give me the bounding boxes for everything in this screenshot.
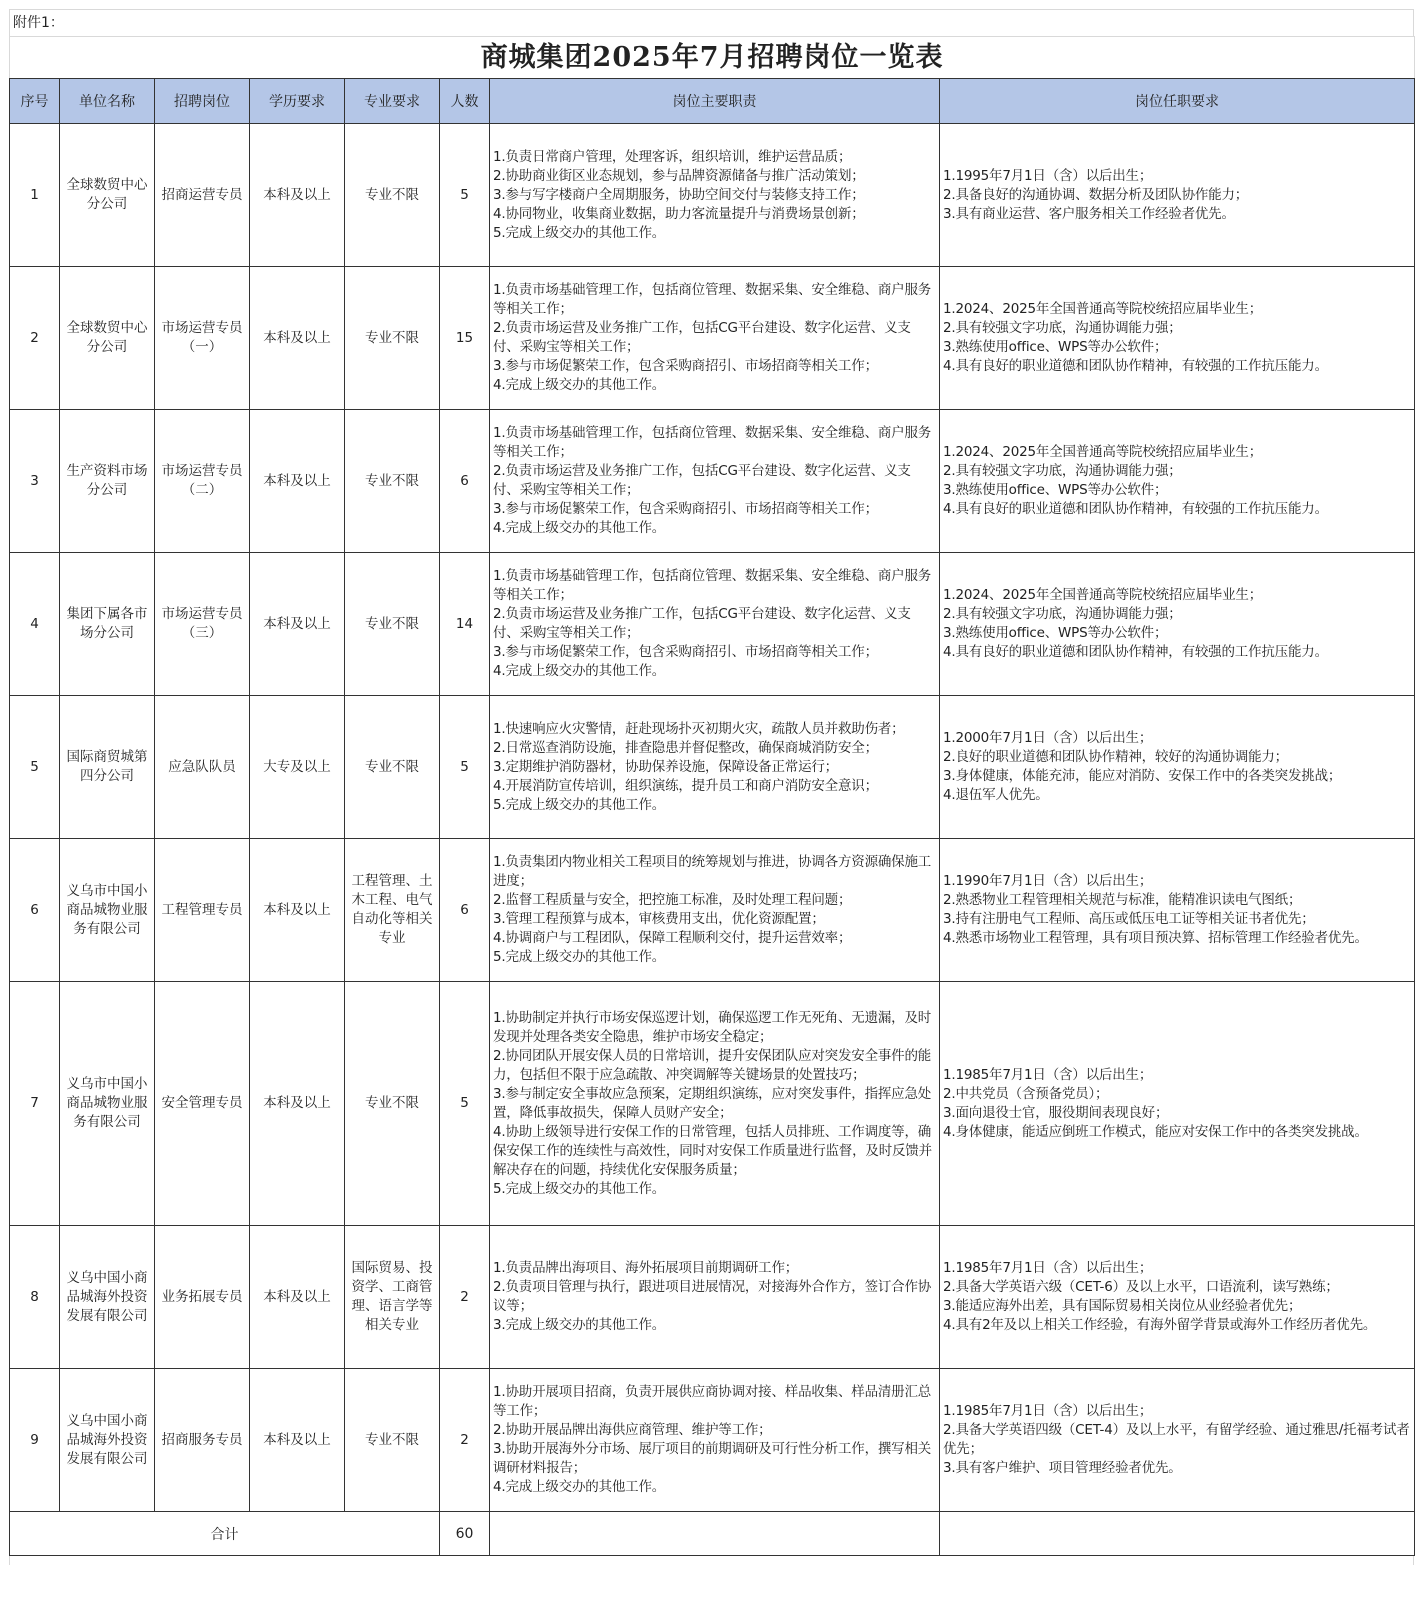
table-row bbox=[10, 410, 1415, 553]
requirements-line: 3.具有商业运营、客户服务相关工作经验者优先。 bbox=[943, 205, 1235, 222]
total-duties-empty bbox=[490, 1512, 940, 1556]
cell-education: 本科及以上 bbox=[250, 839, 345, 982]
requirements-line: 3.熟练使用office、WPS等办公软件； bbox=[943, 482, 1168, 498]
requirements-line: 2.熟悉物业工程管理相关规范与标准，能精准识读电气图纸； bbox=[943, 892, 1302, 908]
cell-requirements bbox=[940, 982, 1415, 1226]
header-duties: 岗位主要职责 bbox=[490, 79, 940, 124]
cell-duties bbox=[490, 982, 940, 1226]
cell-major: 专业不限 bbox=[345, 1369, 440, 1512]
requirements-line: 1.1985年7月1日（含）以后出生； bbox=[943, 1403, 1153, 1419]
cell-count: 5 bbox=[440, 124, 490, 267]
duties-line: 2.协同团队开展安保人员的日常培训，提升安保团队应对突发安全事件的能力，包括但不限于应急疏散、冲突调解等关键场景的处置技巧； bbox=[493, 1047, 932, 1083]
requirements-line: 2.中共党员（含预备党员）； bbox=[943, 1085, 1109, 1102]
header-no: 序号 bbox=[10, 79, 60, 124]
duties-line: 5.完成上级交办的其他工作。 bbox=[493, 224, 666, 241]
table-row bbox=[10, 267, 1415, 410]
cell-no: 3 bbox=[10, 410, 60, 553]
requirements-line: 4.具有良好的职业道德和团队协作精神，有较强的工作抗压能力。 bbox=[943, 358, 1328, 374]
cell-no: 8 bbox=[10, 1226, 60, 1369]
duties-line: 1.协助开展项目招商，负责开展供应商协调对接、样品收集、样品清册汇总等工作； bbox=[493, 1384, 932, 1419]
duties-line: 2.负责项目管理与执行，跟进项目进展情况，对接海外合作方，签订合作协议等； bbox=[493, 1279, 932, 1314]
duties-line: 4.完成上级交办的其他工作。 bbox=[493, 377, 666, 393]
cell-education: 本科及以上 bbox=[250, 267, 345, 410]
cell-major: 国际贸易、投资学、工商管理、语言学等相关专业 bbox=[345, 1226, 440, 1369]
cell-requirements bbox=[940, 124, 1415, 267]
cell-no: 9 bbox=[10, 1369, 60, 1512]
cell-no: 1 bbox=[10, 124, 60, 267]
cell-position: 业务拓展专员 bbox=[155, 1226, 250, 1369]
requirements-line: 1.2024、2025年全国普通高等院校统招应届毕业生； bbox=[943, 301, 1262, 317]
requirements-line: 2.具有较强文字功底，沟通协调能力强； bbox=[943, 320, 1182, 336]
cell-count: 14 bbox=[440, 553, 490, 696]
requirements-line: 1.2000年7月1日（含）以后出生； bbox=[943, 730, 1153, 746]
cell-major: 专业不限 bbox=[345, 982, 440, 1226]
duties-line: 3.协助开展海外分市场、展厅项目的前期调研及可行性分析工作，撰写相关调研材料报告； bbox=[493, 1441, 932, 1476]
header-position: 招聘岗位 bbox=[155, 79, 250, 124]
cell-requirements bbox=[940, 839, 1415, 982]
cell-position: 应急队队员 bbox=[155, 696, 250, 839]
cell-unit: 集团下属各市场分公司 bbox=[60, 553, 155, 696]
cell-duties bbox=[490, 267, 940, 410]
requirements-line: 2.具有较强文字功底，沟通协调能力强； bbox=[943, 463, 1182, 479]
cell-requirements bbox=[940, 267, 1415, 410]
page-title: 商城集团2025年7月招聘岗位一览表 bbox=[10, 37, 1415, 79]
cell-unit: 义乌中国小商品城海外投资发展有限公司 bbox=[60, 1226, 155, 1369]
cell-unit: 生产资料市场分公司 bbox=[60, 410, 155, 553]
cell-count: 2 bbox=[440, 1369, 490, 1512]
cell-education: 本科及以上 bbox=[250, 553, 345, 696]
cell-duties bbox=[490, 1369, 940, 1512]
cell-major: 工程管理、土木工程、电气自动化等相关专业 bbox=[345, 839, 440, 982]
sheet-footer bbox=[9, 1556, 1414, 1565]
requirements-line: 3.能适应海外出差，具有国际贸易相关岗位从业经验者优先； bbox=[943, 1298, 1302, 1314]
cell-count: 2 bbox=[440, 1226, 490, 1369]
cell-unit: 义乌市中国小商品城物业服务有限公司 bbox=[60, 982, 155, 1226]
duties-line: 3.参与市场促繁荣工作，包含采购商招引、市场招商等相关工作； bbox=[493, 501, 878, 517]
requirements-line: 4.具有良好的职业道德和团队协作精神，有较强的工作抗压能力。 bbox=[943, 644, 1328, 660]
requirements-line: 2.具备大学英语四级（CET-4）及以上水平，有留学经验、通过雅思/托福考试者优先； bbox=[943, 1422, 1410, 1457]
requirements-line: 1.2024、2025年全国普通高等院校统招应届毕业生； bbox=[943, 587, 1262, 603]
requirements-line: 3.熟练使用office、WPS等办公软件； bbox=[943, 625, 1168, 641]
cell-no: 7 bbox=[10, 982, 60, 1226]
duties-line: 1.负责市场基础管理工作，包括商位管理、数据采集、安全维稳、商户服务等相关工作； bbox=[493, 568, 932, 603]
duties-line: 4.协调商户与工程团队，保障工程顺利交付，提升运营效率； bbox=[493, 930, 852, 946]
duties-line: 2.负责市场运营及业务推广工作，包括CG平台建设、数字化运营、义支付、采购宝等相关工作； bbox=[493, 606, 911, 641]
duties-line: 3.参与制定安全事故应急预案，定期组织演练，应对突发事件，指挥应急处置，降低事故损失，保障人员财产安全； bbox=[493, 1085, 932, 1121]
requirements-line: 4.熟悉市场物业工程管理，具有项目预决算、招标管理工作经验者优先。 bbox=[943, 930, 1368, 946]
requirements-line: 4.退伍军人优先。 bbox=[943, 787, 1049, 803]
table-row bbox=[10, 839, 1415, 982]
duties-line: 1.负责品牌出海项目、海外拓展项目前期调研工作； bbox=[493, 1260, 799, 1276]
requirements-line: 4.具有2年及以上相关工作经验，有海外留学背景或海外工作经历者优先。 bbox=[943, 1317, 1377, 1333]
duties-line: 4.开展消防宣传培训，组织演练，提升员工和商户消防安全意识； bbox=[493, 777, 878, 794]
duties-line: 4.协助上级领导进行安保工作的日常管理，包括人员排班、工作调度等，确保安保工作的连续性与高效性，同时对安保工作质量进行监督，及时反馈并解决存在的问题，持续优化安保服务质量； bbox=[493, 1123, 932, 1178]
cell-unit: 义乌中国小商品城海外投资发展有限公司 bbox=[60, 1369, 155, 1512]
cell-position: 市场运营专员（三） bbox=[155, 553, 250, 696]
requirements-line: 2.良好的职业道德和团队协作精神，较好的沟通协调能力； bbox=[943, 749, 1288, 765]
duties-line: 3.完成上级交办的其他工作。 bbox=[493, 1317, 666, 1333]
cell-position: 工程管理专员 bbox=[155, 839, 250, 982]
table-row bbox=[10, 1226, 1415, 1369]
requirements-line: 3.面向退役士官，服役期间表现良好； bbox=[943, 1104, 1169, 1121]
requirements-line: 3.熟练使用office、WPS等办公软件； bbox=[943, 339, 1168, 355]
cell-duties bbox=[490, 839, 940, 982]
requirements-line: 3.具有客户维护、项目管理经验者优先。 bbox=[943, 1460, 1182, 1476]
header-education: 学历要求 bbox=[250, 79, 345, 124]
cell-education: 本科及以上 bbox=[250, 982, 345, 1226]
cell-major: 专业不限 bbox=[345, 267, 440, 410]
duties-line: 5.完成上级交办的其他工作。 bbox=[493, 1180, 666, 1197]
duties-line: 3.参与市场促繁荣工作，包含采购商招引、市场招商等相关工作； bbox=[493, 358, 878, 374]
duties-line: 4.完成上级交办的其他工作。 bbox=[493, 663, 666, 679]
table-row bbox=[10, 696, 1415, 839]
requirements-line: 1.1985年7月1日（含）以后出生； bbox=[943, 1066, 1153, 1083]
table-row bbox=[10, 982, 1415, 1226]
requirements-line: 1.2024、2025年全国普通高等院校统招应届毕业生； bbox=[943, 444, 1262, 460]
total-requirements-empty bbox=[940, 1512, 1415, 1556]
header-requirements: 岗位任职要求 bbox=[940, 79, 1415, 124]
cell-no: 5 bbox=[10, 696, 60, 839]
cell-no: 6 bbox=[10, 839, 60, 982]
cell-duties bbox=[490, 124, 940, 267]
total-label: 合计 bbox=[10, 1512, 440, 1556]
requirements-line: 2.具备良好的沟通协调、数据分析及团队协作能力； bbox=[943, 186, 1249, 203]
duties-line: 1.负责市场基础管理工作，包括商位管理、数据采集、安全维稳、商户服务等相关工作； bbox=[493, 425, 932, 460]
cell-no: 2 bbox=[10, 267, 60, 410]
cell-unit: 全球数贸中心分公司 bbox=[60, 267, 155, 410]
duties-line: 4.完成上级交办的其他工作。 bbox=[493, 520, 666, 536]
duties-line: 2.协助商业街区业态规划，参与品牌资源储备与推广活动策划； bbox=[493, 167, 865, 184]
total-count: 60 bbox=[440, 1512, 490, 1556]
duties-line: 3.定期维护消防器材，协助保养设施，保障设备正常运行； bbox=[493, 758, 838, 775]
cell-major: 专业不限 bbox=[345, 124, 440, 267]
duties-line: 1.协助制定并执行市场安保巡逻计划，确保巡逻工作无死角、无遗漏，及时发现并处理各类安全隐患，维护市场安全稳定； bbox=[493, 1009, 932, 1045]
cell-count: 5 bbox=[440, 696, 490, 839]
cell-requirements bbox=[940, 696, 1415, 839]
cell-requirements bbox=[940, 1369, 1415, 1512]
attachment-label: 附件1： bbox=[9, 9, 1414, 36]
cell-education: 大专及以上 bbox=[250, 696, 345, 839]
duties-line: 2.日常巡查消防设施，排查隐患并督促整改，确保商城消防安全； bbox=[493, 739, 878, 756]
cell-major: 专业不限 bbox=[345, 553, 440, 696]
duties-line: 1.负责日常商户管理，处理客诉，组织培训，维护运营品质； bbox=[493, 148, 852, 165]
cell-count: 15 bbox=[440, 267, 490, 410]
duties-line: 3.管理工程预算与成本，审核费用支出，优化资源配置； bbox=[493, 911, 825, 927]
cell-position: 市场运营专员（一） bbox=[155, 267, 250, 410]
duties-line: 2.协助开展品牌出海供应商管理、维护等工作； bbox=[493, 1422, 772, 1438]
requirements-line: 2.具备大学英语六级（CET-6）及以上水平，口语流利，读写熟练； bbox=[943, 1279, 1339, 1295]
recruitment-table bbox=[9, 36, 1415, 1556]
cell-education: 本科及以上 bbox=[250, 1226, 345, 1369]
duties-line: 2.负责市场运营及业务推广工作，包括CG平台建设、数字化运营、义支付、采购宝等相关工作； bbox=[493, 463, 911, 498]
header-row bbox=[10, 79, 1415, 124]
cell-position: 招商运营专员 bbox=[155, 124, 250, 267]
cell-duties bbox=[490, 696, 940, 839]
cell-education: 本科及以上 bbox=[250, 124, 345, 267]
duties-line: 2.监督工程质量与安全，把控施工标准，及时处理工程问题； bbox=[493, 892, 852, 908]
cell-count: 5 bbox=[440, 982, 490, 1226]
duties-line: 3.参与市场促繁荣工作，包含采购商招引、市场招商等相关工作； bbox=[493, 644, 878, 660]
duties-line: 1.负责市场基础管理工作，包括商位管理、数据采集、安全维稳、商户服务等相关工作； bbox=[493, 282, 932, 317]
cell-unit: 全球数贸中心分公司 bbox=[60, 124, 155, 267]
total-row bbox=[10, 1512, 1415, 1556]
cell-major: 专业不限 bbox=[345, 696, 440, 839]
duties-line: 5.完成上级交办的其他工作。 bbox=[493, 796, 666, 813]
duties-line: 4.完成上级交办的其他工作。 bbox=[493, 1479, 666, 1495]
requirements-line: 1.1990年7月1日（含）以后出生； bbox=[943, 873, 1153, 889]
requirements-line: 3.身体健康，体能充沛，能应对消防、安保工作中的各类突发挑战； bbox=[943, 768, 1342, 784]
cell-position: 招商服务专员 bbox=[155, 1369, 250, 1512]
cell-unit: 国际商贸城第四分公司 bbox=[60, 696, 155, 839]
duties-line: 1.负责集团内物业相关工程项目的统筹规划与推进，协调各方资源确保施工进度； bbox=[493, 854, 932, 889]
duties-line: 5.完成上级交办的其他工作。 bbox=[493, 949, 666, 965]
recruitment-sheet bbox=[9, 9, 1414, 1565]
requirements-line: 4.具有良好的职业道德和团队协作精神，有较强的工作抗压能力。 bbox=[943, 501, 1328, 517]
cell-no: 4 bbox=[10, 553, 60, 696]
cell-requirements bbox=[940, 410, 1415, 553]
duties-line: 4.协同物业，收集商业数据，助力客流量提升与消费场景创新； bbox=[493, 205, 865, 222]
cell-duties bbox=[490, 1226, 940, 1369]
cell-position: 市场运营专员（二） bbox=[155, 410, 250, 553]
header-unit: 单位名称 bbox=[60, 79, 155, 124]
requirements-line: 4.身体健康，能适应倒班工作模式，能应对安保工作中的各类突发挑战。 bbox=[943, 1123, 1368, 1140]
requirements-line: 2.具有较强文字功底，沟通协调能力强； bbox=[943, 606, 1182, 622]
duties-line: 1.快速响应火灾警情，赶赴现场扑灭初期火灾，疏散人员并救助伤者； bbox=[493, 720, 905, 737]
cell-education: 本科及以上 bbox=[250, 410, 345, 553]
cell-education: 本科及以上 bbox=[250, 1369, 345, 1512]
cell-position: 安全管理专员 bbox=[155, 982, 250, 1226]
table-row bbox=[10, 1369, 1415, 1512]
cell-major: 专业不限 bbox=[345, 410, 440, 553]
table-row bbox=[10, 553, 1415, 696]
header-major: 专业要求 bbox=[345, 79, 440, 124]
cell-unit: 义乌市中国小商品城物业服务有限公司 bbox=[60, 839, 155, 982]
cell-requirements bbox=[940, 553, 1415, 696]
cell-duties bbox=[490, 410, 940, 553]
duties-line: 2.负责市场运营及业务推广工作，包括CG平台建设、数字化运营、义支付、采购宝等相关工作； bbox=[493, 320, 911, 355]
requirements-line: 1.1985年7月1日（含）以后出生； bbox=[943, 1260, 1153, 1276]
table-row bbox=[10, 124, 1415, 267]
header-count: 人数 bbox=[440, 79, 490, 124]
duties-line: 3.参与写字楼商户全周期服务，协助空间交付与装修支持工作； bbox=[493, 186, 865, 203]
cell-requirements bbox=[940, 1226, 1415, 1369]
cell-count: 6 bbox=[440, 839, 490, 982]
cell-count: 6 bbox=[440, 410, 490, 553]
requirements-line: 3.持有注册电气工程师、高压或低压电工证等相关证书者优先； bbox=[943, 911, 1315, 927]
cell-duties bbox=[490, 553, 940, 696]
requirements-line: 1.1995年7月1日（含）以后出生； bbox=[943, 167, 1153, 184]
